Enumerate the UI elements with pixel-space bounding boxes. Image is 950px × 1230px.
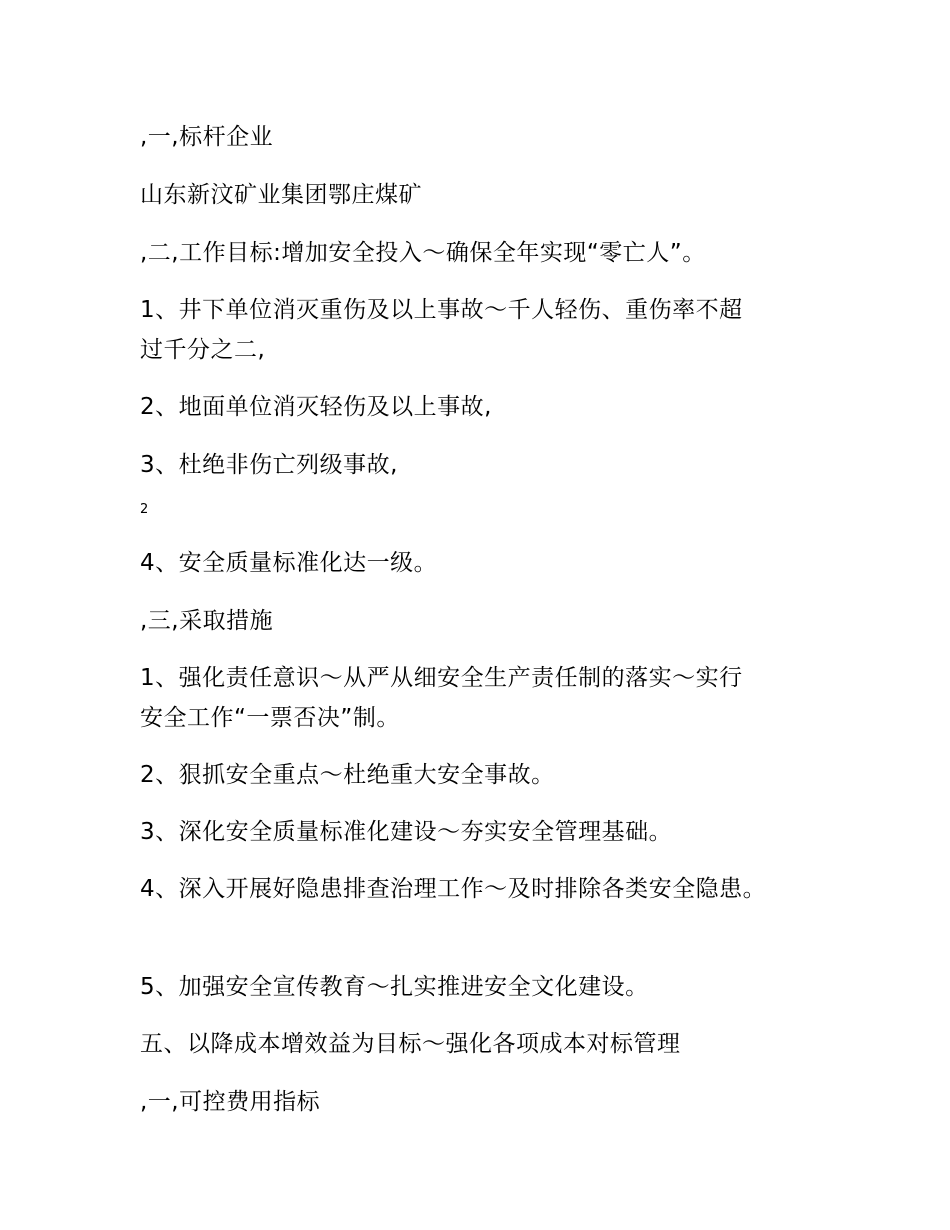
goal-item-1-continued: 过千分之二, [140, 337, 266, 363]
goal-item-4: 4、安全质量标准化达一级。 [140, 550, 438, 576]
goal-item-1: 1、井下单位消灭重伤及以上事故～千人轻伤、重伤率不超 [140, 297, 743, 323]
measure-item-5: 5、加强安全宣传教育～扎实推进安全文化建设。 [140, 974, 649, 1000]
measure-item-2: 2、狠抓安全重点～杜绝重大安全事故。 [140, 762, 555, 788]
measure-item-3: 3、深化安全质量标准化建设～夯实安全管理基础。 [140, 819, 673, 845]
benchmark-company: 山东新汶矿业集团鄂庄煤矿 [140, 182, 422, 208]
section-heading-cost: 五、以降成本增效益为目标～强化各项成本对标管理 [140, 1031, 681, 1057]
section-heading-benchmark: ,一,标杆企业 [140, 124, 274, 150]
goal-item-3: 3、杜绝非伤亡列级事故, [140, 452, 398, 478]
measure-item-4: 4、深入开展好隐患排查治理工作～及时排除各类安全隐患。 [140, 876, 767, 902]
section-heading-goal: ,二,工作目标:增加安全投入～确保全年实现“零亡人”。 [140, 240, 706, 266]
goal-item-2: 2、地面单位消灭轻伤及以上事故, [140, 394, 492, 420]
section-heading-controllable-costs: ,一,可控费用指标 [140, 1089, 321, 1115]
page-number: 2 [140, 502, 149, 517]
measure-item-1-continued: 安全工作“一票否决”制。 [140, 705, 400, 731]
section-heading-measures: ,三,采取措施 [140, 608, 274, 634]
measure-item-1: 1、强化责任意识～从严从细安全生产责任制的落实～实行 [140, 665, 743, 691]
